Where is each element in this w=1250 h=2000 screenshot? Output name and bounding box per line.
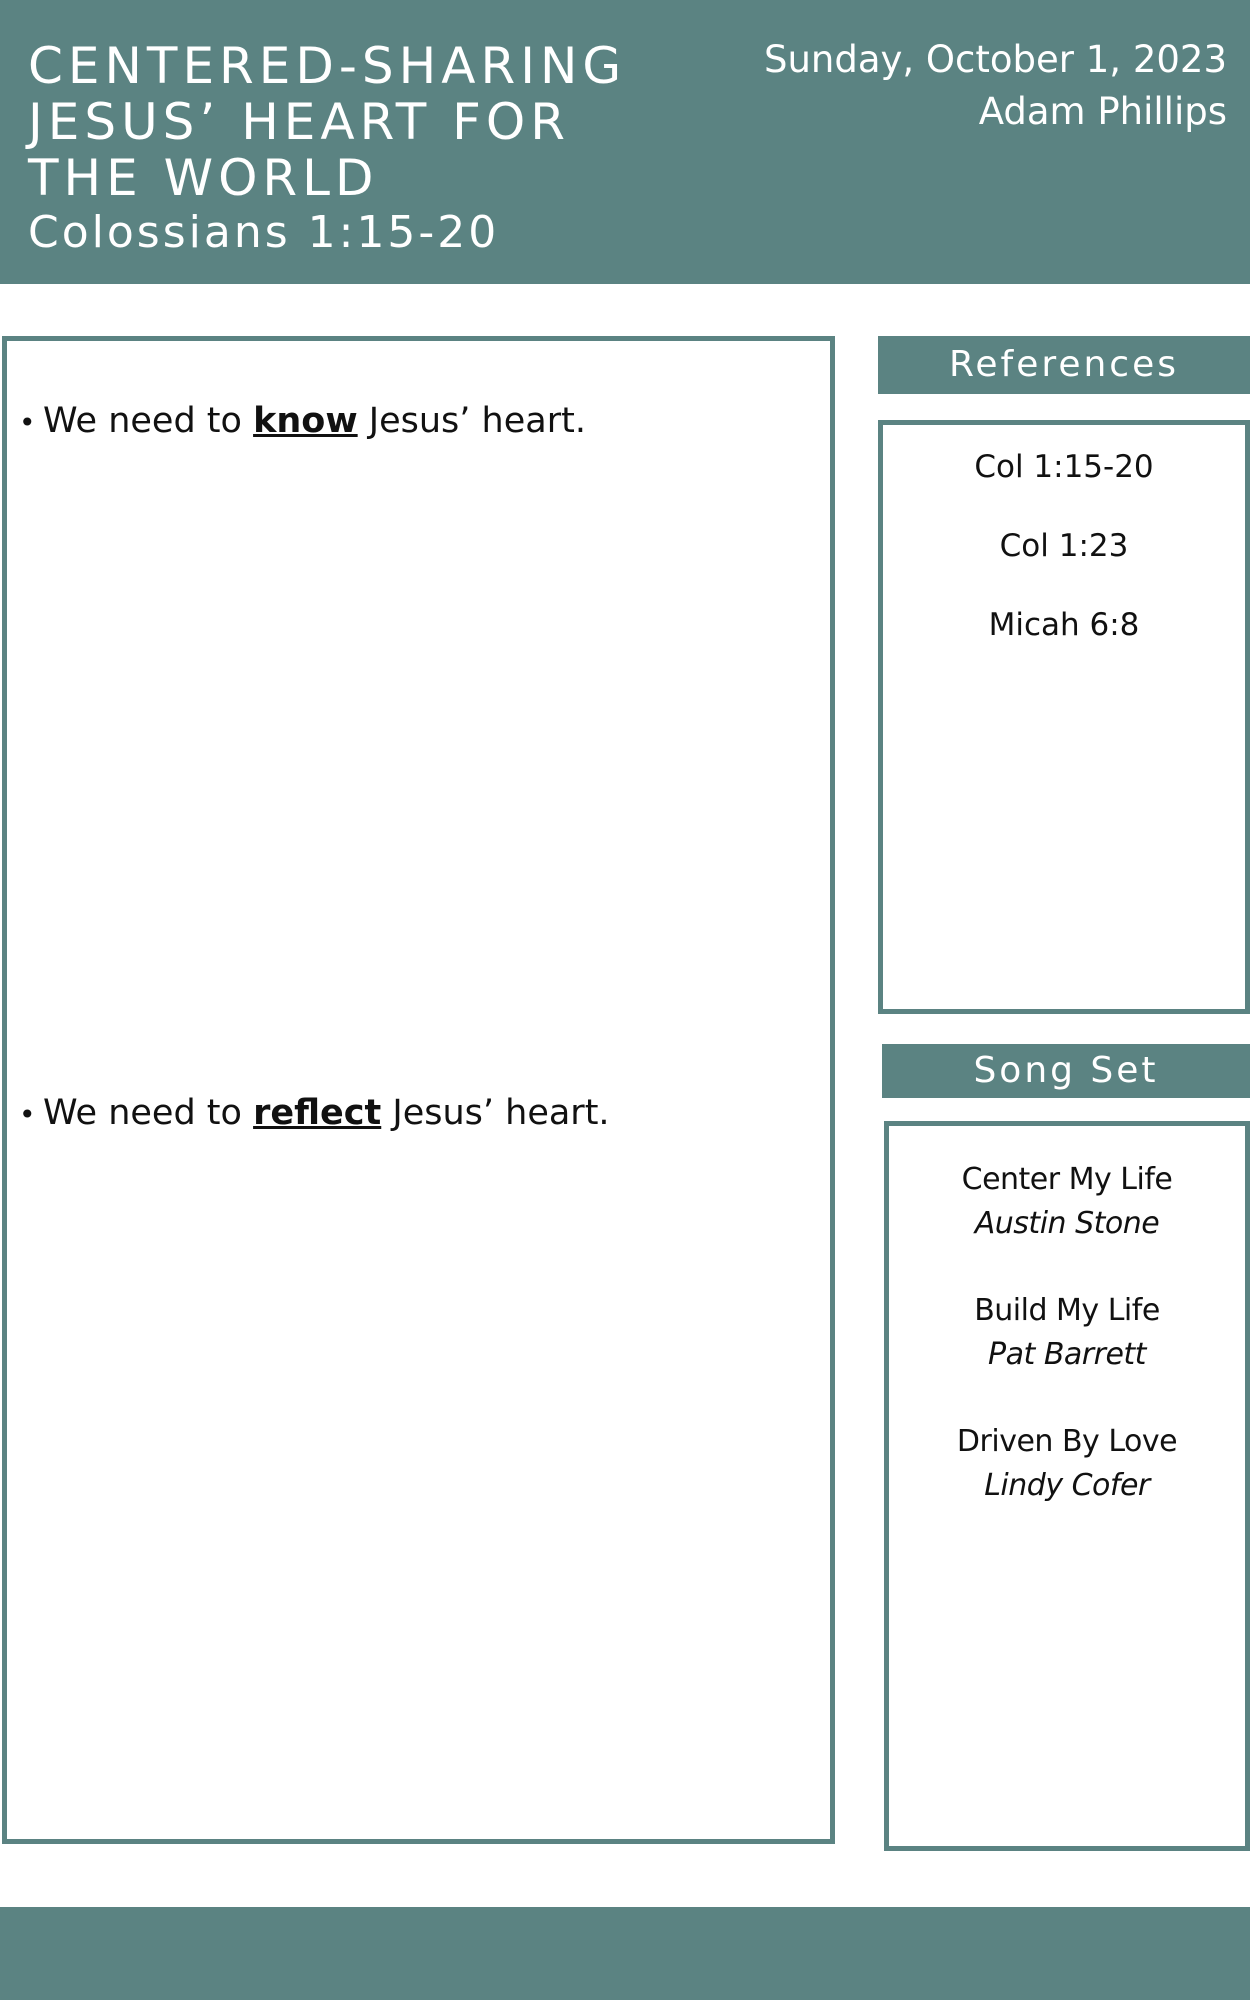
- point-text-after: Jesus’ heart.: [357, 401, 586, 441]
- sermon-title: CENTERED-SHARING JESUS’ HEART FOR THE WORLD: [28, 37, 627, 207]
- song-set-box: [884, 1121, 1250, 1851]
- bullet: •: [19, 405, 36, 439]
- song-artist: Austin Stone: [974, 1206, 1160, 1241]
- point-text-after: Jesus’ heart.: [381, 1093, 610, 1133]
- sermon-date: Sunday, October 1, 2023: [763, 38, 1227, 81]
- point-keyword: reflect: [253, 1093, 382, 1133]
- title-block: [28, 38, 688, 260]
- point-text-before: We need to: [43, 1093, 254, 1133]
- sermon-meta: [764, 34, 1227, 138]
- scripture-reference: Colossians 1:15-20: [28, 207, 500, 258]
- footer-bar: [0, 1907, 1250, 2000]
- references-box: [878, 420, 1250, 1014]
- song-set-heading: Song Set: [882, 1044, 1250, 1098]
- header-banner: [0, 0, 1250, 284]
- note-point-know: [19, 401, 586, 441]
- song-item: [889, 1289, 1245, 1377]
- song-item: [889, 1420, 1245, 1508]
- bullet: •: [19, 1097, 36, 1131]
- song-artist: Lindy Cofer: [984, 1468, 1150, 1503]
- song-title: Center My Life: [961, 1162, 1173, 1197]
- song-title: Driven By Love: [956, 1424, 1178, 1459]
- point-keyword: know: [253, 401, 358, 441]
- notes-panel: [2, 336, 835, 1844]
- point-text-before: We need to: [43, 401, 254, 441]
- note-point-reflect: [19, 1093, 610, 1133]
- speaker-name: Adam Phillips: [978, 90, 1227, 133]
- song-item: [889, 1158, 1245, 1246]
- reference-item: Col 1:23: [999, 528, 1129, 564]
- references-heading: References: [878, 336, 1250, 394]
- reference-item: Col 1:15-20: [974, 449, 1154, 485]
- song-artist: Pat Barrett: [988, 1337, 1146, 1372]
- song-title: Build My Life: [974, 1293, 1160, 1328]
- reference-item: Micah 6:8: [988, 607, 1140, 643]
